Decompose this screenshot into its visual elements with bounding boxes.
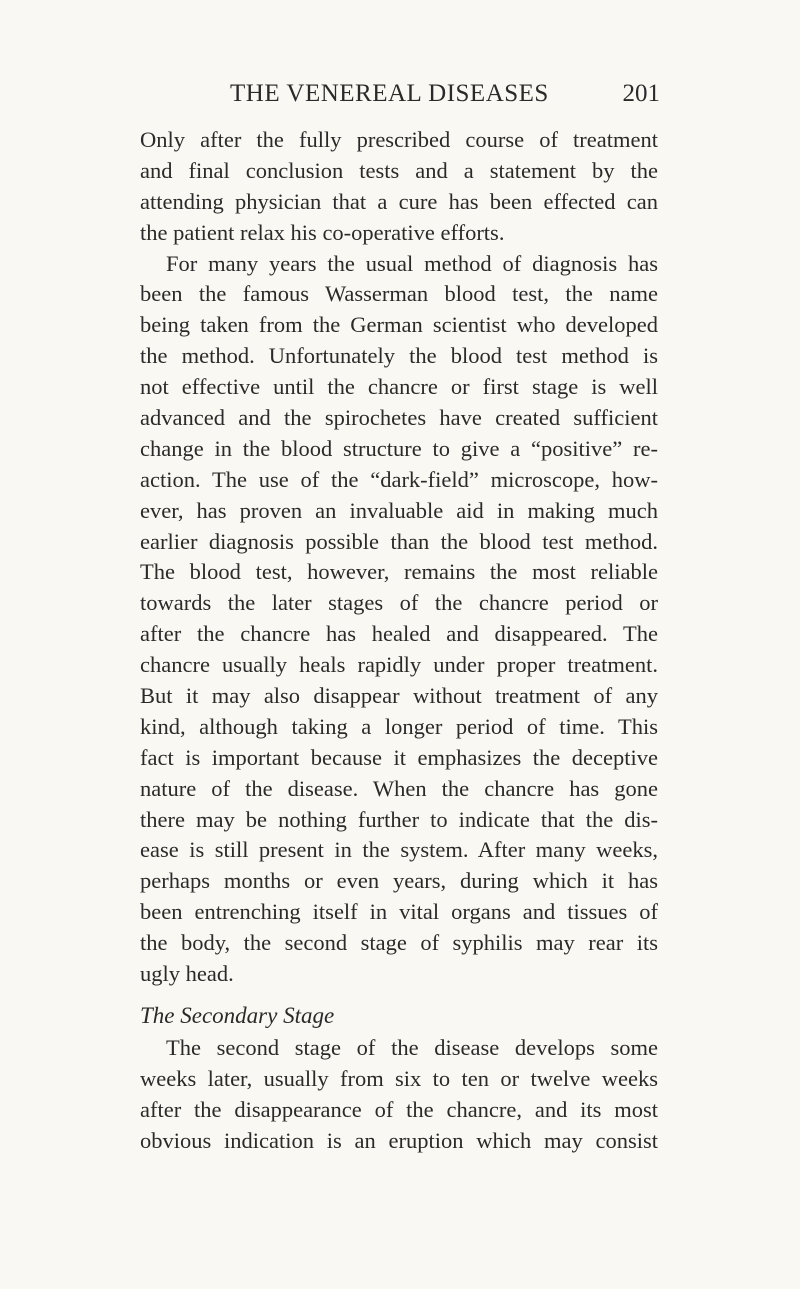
text-line: attending physician that a cure has been effected can [140,188,658,214]
text-line: been the famous Wasserman blood test, the name [140,281,658,307]
running-title: THE VENEREAL DISEASES [230,80,549,107]
text-line: ever, has proven an invaluable aid in making much [140,497,658,523]
text-line: The blood test, however, remains the most reliable [140,559,658,585]
text-line: For many years the usual method of diagnosis has [166,250,658,276]
text-line: the method. Unfortunately the blood test method is [140,343,658,369]
text-line: action. The use of the “dark-field” microscope, how- [140,466,658,492]
paragraph-3 [140,1033,658,1157]
paragraph-2 [140,249,658,990]
text-line: Only after the fully prescribed course of treatment [140,127,658,152]
text-line: weeks later, usually from six to ten or twelve weeks [140,1065,658,1091]
page-number: 201 [622,80,660,107]
text-line: ugly head. [140,961,234,987]
text-line: obvious indication is an eruption which may consist [140,1127,658,1153]
text-line: But it may also disappear without treatment of any [140,683,658,709]
text-line: the body, the second stage of syphilis may rear its [140,930,658,956]
text-line: the patient relax his co-operative efforts. [140,219,505,245]
text-line: The second stage of the disease develops some [166,1034,658,1060]
text-line: nature of the disease. When the chancre has gone [140,775,658,801]
text-line: ease is still present in the system. After many weeks, [140,837,658,863]
text-line: fact is important because it emphasizes the deceptive [140,744,658,770]
paragraph-1 [140,125,658,249]
text-line: not effective until the chancre or first stage is well [140,374,658,400]
text-line: been entrenching itself in vital organs and tissues of [140,899,658,925]
text-line: kind, although taking a longer period of time. This [140,713,658,739]
text-line: there may be nothing further to indicate that the dis- [140,806,658,832]
text-line: after the chancre has healed and disappeared. The [140,621,658,647]
text-line: advanced and the spirochetes have created sufficient [140,405,658,431]
text-line: chancre usually heals rapidly under proper treatment. [140,652,658,678]
text-line: after the disappearance of the chancre, and its most [140,1096,658,1122]
body-text [140,125,658,1157]
text-line: being taken from the German scientist who developed [140,312,658,338]
text-line: earlier diagnosis possible than the blood test method. [140,528,658,554]
text-line: and final conclusion tests and a statement by the [140,157,658,183]
text-line: perhaps months or even years, during which it has [140,868,658,894]
text-line: change in the blood structure to give a “positive” re- [140,435,658,461]
section-heading: The Secondary Stage [140,1002,335,1028]
text-line: towards the later stages of the chancre period or [140,590,658,616]
running-head [140,80,660,114]
